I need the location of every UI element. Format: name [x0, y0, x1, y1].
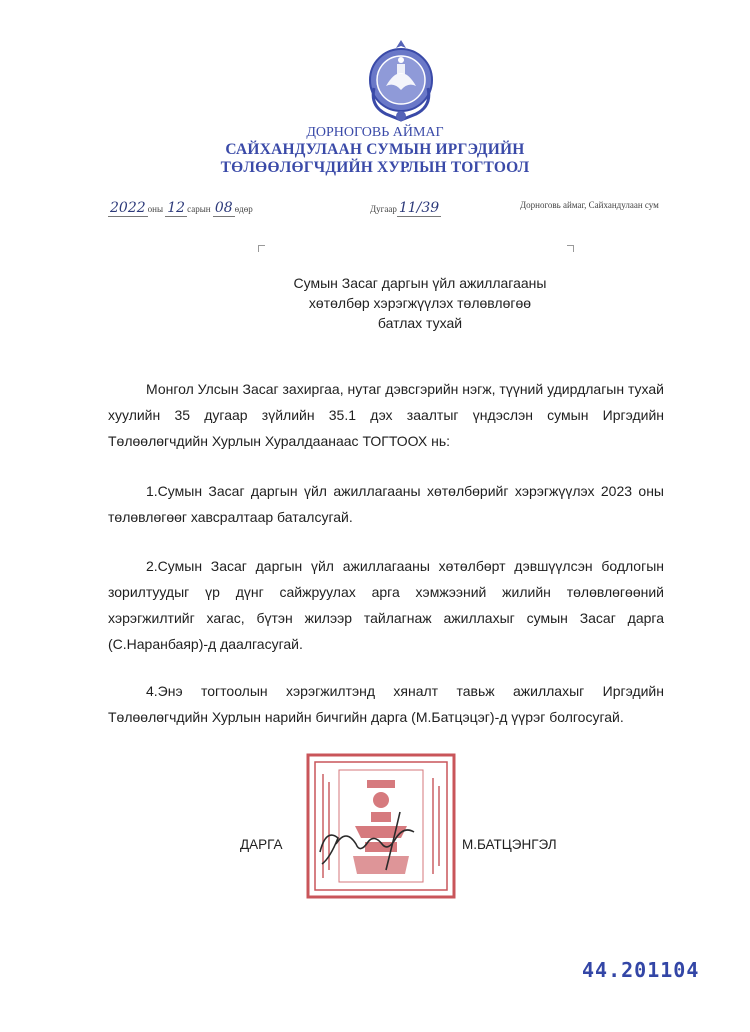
corner-mark-left	[258, 245, 265, 252]
registration-number: 44.201104	[582, 958, 700, 982]
body-paragraph-4: 4.Энэ тогтоолын хэрэгжилтэнд хяналт тавьж ажиллахыг Иргэдийн Төлөөлөгчдийн Хурлын нарийн бичгийн дарга (М.Батцэцэг)-д үүрэг болгосугай.	[108, 683, 664, 725]
document-number: Дугаар 11/39	[370, 200, 440, 216]
date-day: 08	[214, 200, 233, 216]
document-date: 2022 оны 12 сарын 08 өдөр	[110, 200, 253, 216]
handwritten-signature	[316, 808, 426, 872]
date-year: 2022	[110, 200, 146, 216]
body-paragraph-3: 2.Сумын Засаг даргын үйл ажиллагааны хөтөлбөрт дэвшүүлсэн бодлогын зорилтуудыг үр дүнг сайжруулах арга хэмжээний жилийн төлөвлөгөөний хэрэгжилтийг хагас, бүтэн жилээр тайлагнаж ажиллахыг сумын Засаг дарга (С.Наранбаяр)-д даалгасугай.	[108, 558, 664, 652]
header-aimag: ДОРНОГОВЬ АЙМАГ	[306, 125, 444, 140]
body-paragraph-2: 1.Сумын Засаг даргын үйл ажиллагааны хөтөлбөрийг хэрэгжүүлэх 2023 оны төлөвлөгөөг хавсралтаар баталсугай.	[108, 483, 664, 525]
signatory-role: ДАРГА	[240, 837, 283, 852]
state-emblem-icon	[366, 38, 436, 124]
corner-mark-right	[567, 245, 574, 252]
signatory-name: М.БАТЦЭНГЭЛ	[462, 837, 557, 852]
header-title-line2: ТӨЛӨӨЛӨГЧДИЙН ХУРЛЫН ТОГТООЛ	[220, 159, 530, 176]
body-paragraph-1: Монгол Улсын Засаг захиргаа, нутаг дэвсгэрийн нэгж, түүний удирдлагын тухай хуулийн 35 дугаар зүйлийн 35.1 дэх заалтыг үндэслэн сумын Иргэдийн Төлөөлөгчдийн Хурлын Хуралдаанаас ТОГТООХ нь:	[108, 381, 665, 449]
date-month: 12	[167, 200, 186, 216]
document-place: Дорноговь аймаг, Сайхандулаан сум	[520, 200, 659, 210]
document-subject: Сумын Засаг даргын үйл ажиллагааны хөтөлбөр хэрэгжүүлэх төлөвлөгөө батлах тухай	[293, 275, 547, 331]
header-title-line1: САЙХАНДУЛААН СУМЫН ИРГЭДИЙН	[225, 141, 525, 158]
number-value: 11/39	[398, 200, 440, 216]
